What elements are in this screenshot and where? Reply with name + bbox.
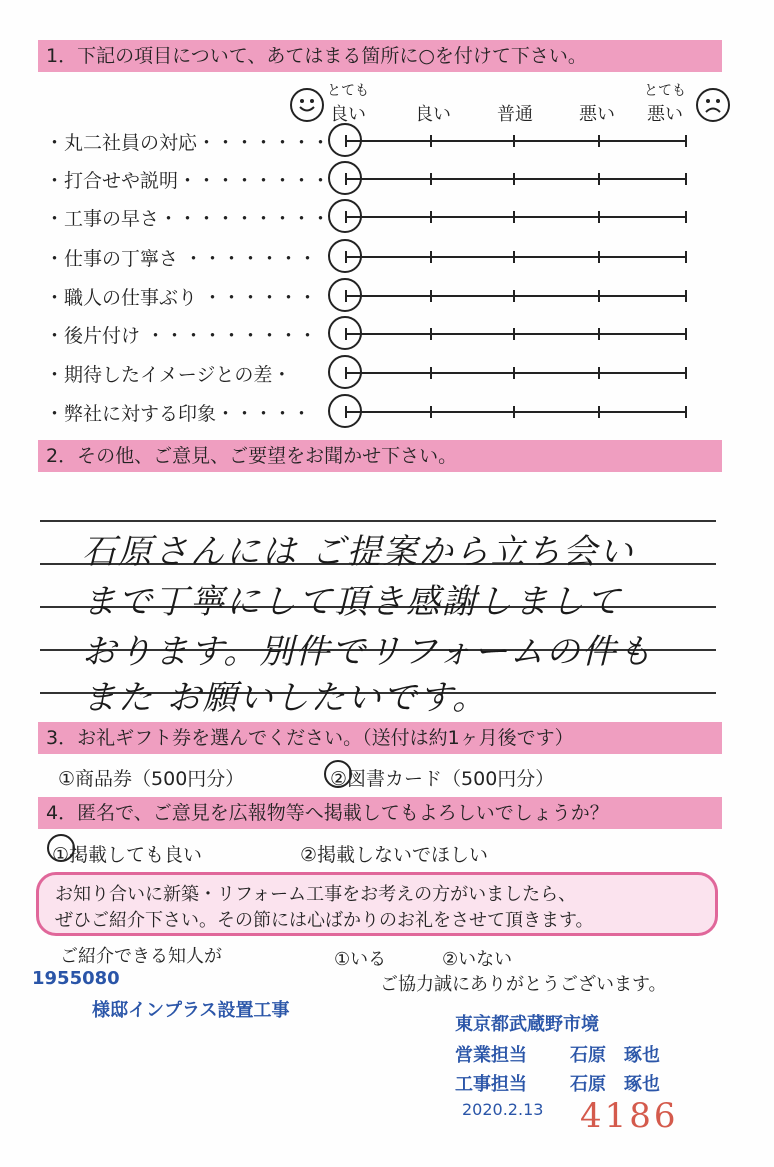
referral-option-yes[interactable]: ①いる (334, 949, 387, 970)
rating-scale-line (345, 216, 687, 218)
referral-label: ご紹介できる知人が (60, 946, 222, 967)
publish-option-2[interactable]: ②掲載しないでほしい (300, 844, 489, 866)
rating-tick[interactable] (598, 328, 600, 340)
rating-tick[interactable] (430, 211, 432, 223)
rating-tick[interactable] (685, 211, 687, 223)
question-label: ・弊社に対する印象・・・・・ (45, 403, 312, 425)
rating-tick[interactable] (430, 328, 432, 340)
selection-circle-mark (47, 834, 75, 862)
selected-rating-circle (328, 123, 362, 157)
rating-tick[interactable] (430, 406, 432, 418)
address: 東京都武蔵野市境 (455, 1014, 599, 1035)
work-label: 工事担当 (455, 1074, 527, 1095)
selected-rating-circle (328, 161, 362, 195)
sales-name: 石原 琢也 (570, 1045, 660, 1066)
rating-tick[interactable] (598, 211, 600, 223)
scale-col4: 悪い (579, 104, 615, 125)
section4-heading: 4．匿名で、ご意見を広報物等へ掲載してもよろしいでしょうか？ (38, 797, 722, 829)
rating-scale-line (345, 295, 687, 297)
rating-tick[interactable] (598, 406, 600, 418)
rating-tick[interactable] (430, 367, 432, 379)
sales-label: 営業担当 (455, 1045, 527, 1066)
rating-tick[interactable] (685, 406, 687, 418)
handwritten-comment-line: おります。別件でリフォームの件も (82, 632, 654, 672)
handwritten-comment-line: まで丁寧にして頂き感謝しまして (82, 582, 622, 622)
referral-option-no[interactable]: ②いない (442, 949, 513, 970)
question-label: ・職人の仕事ぶり ・・・・・・ (45, 287, 318, 309)
rating-scale-line (345, 140, 687, 142)
rating-tick[interactable] (513, 406, 515, 418)
question-label: ・仕事の丁寧さ ・・・・・・・ (45, 248, 318, 270)
scale-col1-bottom: 良い (330, 104, 366, 125)
rating-tick[interactable] (513, 290, 515, 302)
rating-tick[interactable] (513, 367, 515, 379)
rating-tick[interactable] (598, 251, 600, 263)
question-label: ・後片付け ・・・・・・・・・ (45, 325, 318, 347)
handwritten-comment-line: 石原さんには ご提案から立ち会い (82, 532, 635, 572)
selected-rating-circle (328, 239, 362, 273)
rating-tick[interactable] (430, 135, 432, 147)
rating-scale-line (345, 372, 687, 374)
question-label: ・丸二社員の対応・・・・・・・ (45, 132, 331, 154)
selected-rating-circle (328, 278, 362, 312)
work-name: 石原 琢也 (570, 1074, 660, 1095)
rating-scale-line (345, 256, 687, 258)
selected-rating-circle (328, 199, 362, 233)
rating-tick[interactable] (685, 135, 687, 147)
rating-tick[interactable] (685, 173, 687, 185)
notice-line-2: ぜひご紹介下さい。その節には心ばかりのお礼をさせて頂きます。 (55, 910, 594, 931)
rating-tick[interactable] (430, 173, 432, 185)
rating-scale-line (345, 178, 687, 180)
section2-heading: 2．その他、ご意見、ご要望をお聞かせ下さい。 (38, 440, 722, 472)
rating-tick[interactable] (430, 251, 432, 263)
gift-option-1[interactable]: ①商品券（500円分） (58, 768, 245, 790)
scale-col1-top: とても (327, 83, 369, 99)
rating-tick[interactable] (598, 367, 600, 379)
scale-col5-top: とても (644, 83, 686, 99)
scale-col5-bottom: 悪い (647, 104, 683, 125)
notice-line-1: お知り合いに新築・リフォーム工事をお考えの方がいましたら、 (55, 884, 577, 905)
scale-col3: 普通 (497, 104, 533, 125)
rating-tick[interactable] (513, 135, 515, 147)
handwritten-number: 4186 (580, 1096, 679, 1136)
rating-tick[interactable] (598, 135, 600, 147)
project-name: 様邸インプラス設置工事 (92, 1000, 290, 1021)
ruled-line (40, 520, 716, 522)
question-label: ・期待したイメージとの差・ (45, 364, 292, 386)
question-label: ・工事の早さ・・・・・・・・・ (45, 208, 331, 230)
section3-heading: 3．お礼ギフト券を選んでください。（送付は約1ヶ月後です） (38, 722, 722, 754)
rating-tick[interactable] (513, 211, 515, 223)
rating-tick[interactable] (598, 173, 600, 185)
scale-col2: 良い (415, 104, 451, 125)
selected-rating-circle (328, 394, 362, 428)
rating-scale-line (345, 411, 687, 413)
rating-tick[interactable] (685, 328, 687, 340)
section1-heading: 1．下記の項目について、あてはまる箇所に○を付けて下さい。 (38, 40, 722, 72)
rating-tick[interactable] (430, 290, 432, 302)
stamp-date: 2020.2.13 (462, 1100, 544, 1119)
rating-tick[interactable] (513, 173, 515, 185)
rating-tick[interactable] (685, 251, 687, 263)
rating-tick[interactable] (513, 328, 515, 340)
selection-circle-mark (324, 760, 352, 788)
publish-option-1[interactable]: ①掲載しても良い (52, 844, 203, 866)
thanks-message: ご協力誠にありがとうございます。 (380, 974, 667, 995)
selected-rating-circle (328, 355, 362, 389)
rating-tick[interactable] (685, 367, 687, 379)
gift-option-2[interactable]: ②図書カード（500円分） (330, 768, 555, 790)
rating-scale-line (345, 333, 687, 335)
rating-tick[interactable] (685, 290, 687, 302)
question-label: ・打合せや説明・・・・・・・・ (45, 170, 331, 192)
rating-tick[interactable] (598, 290, 600, 302)
handwritten-comment-line: また お願いしたいです。 (82, 678, 489, 718)
selected-rating-circle (328, 316, 362, 350)
rating-tick[interactable] (513, 251, 515, 263)
customer-id: 1955080 (32, 968, 120, 989)
